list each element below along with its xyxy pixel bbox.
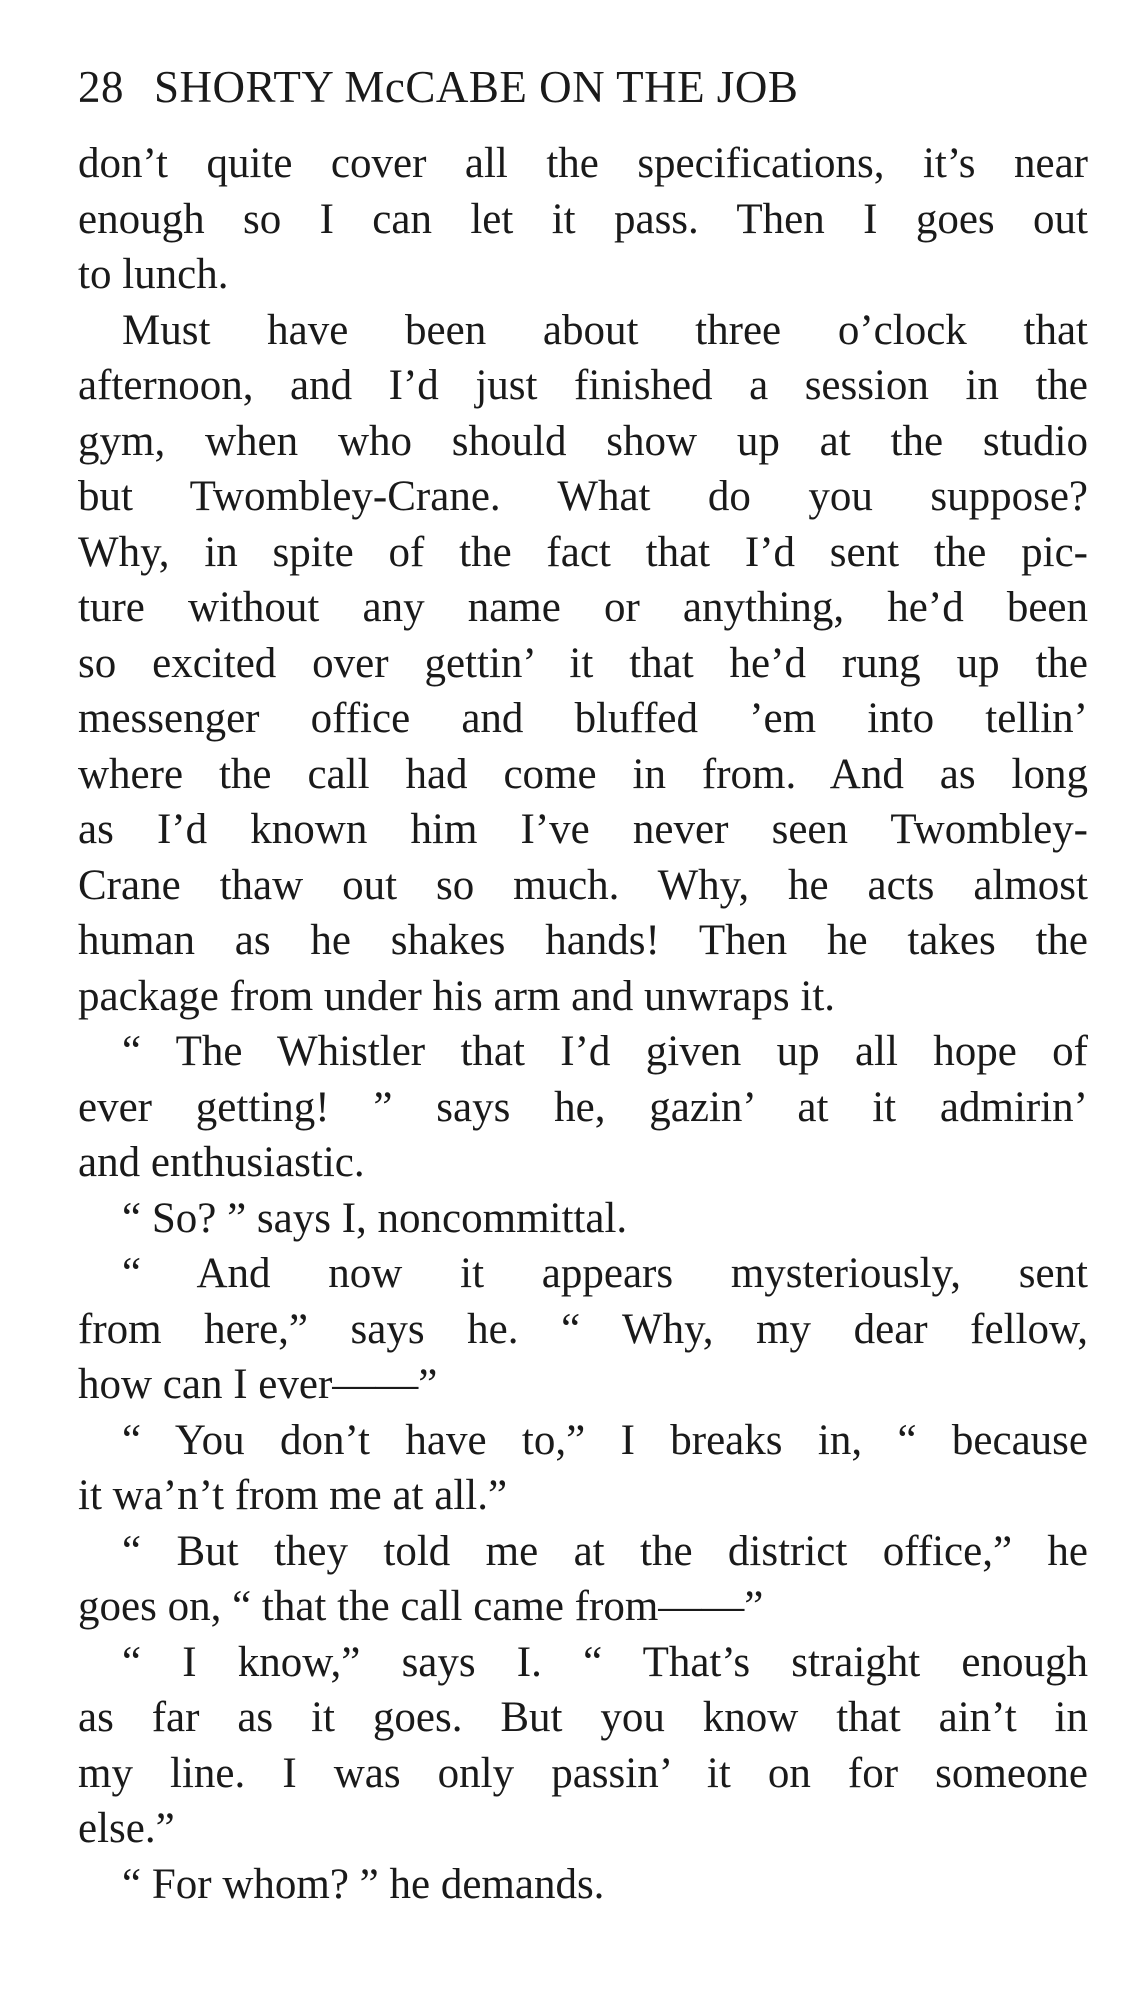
text-line: “ But they told me at the district office,” he bbox=[122, 1527, 1088, 1575]
body-text bbox=[78, 136, 1088, 1912]
text-line: Why, in spite of the fact that I’d sent the pic- bbox=[78, 528, 1088, 576]
text-line: how can I ever——” bbox=[78, 1361, 438, 1408]
paragraph bbox=[78, 1524, 1088, 1635]
paragraph bbox=[78, 136, 1088, 303]
page-number: 28 bbox=[78, 62, 124, 112]
text-line: human as he shakes hands! Then he takes the bbox=[78, 917, 1088, 964]
paragraph bbox=[78, 1024, 1088, 1191]
text-line: as I’d known him I’ve never seen Twombley- bbox=[78, 806, 1088, 853]
text-line: “ So? ” says I, noncommittal. bbox=[122, 1194, 628, 1242]
text-line: from here,” says he. “ Why, my dear fellow, bbox=[78, 1305, 1088, 1353]
text-line: and enthusiastic. bbox=[78, 1139, 365, 1186]
text-line: ever getting! ” says he, gazin’ at it admirin’ bbox=[78, 1083, 1088, 1131]
text-line: “ I know,” says I. “ That’s straight enough bbox=[122, 1638, 1088, 1686]
paragraph bbox=[78, 1246, 1088, 1413]
paragraph bbox=[78, 1635, 1088, 1857]
text-line: as far as it goes. But you know that ain’t in bbox=[78, 1694, 1088, 1741]
running-title: SHORTY McCABE ON THE JOB bbox=[154, 62, 799, 112]
text-line: goes on, “ that the call came from——” bbox=[78, 1583, 764, 1630]
text-line: ture without any name or anything, he’d been bbox=[78, 584, 1088, 631]
text-line: “ You don’t have to,” I breaks in, “ because bbox=[122, 1416, 1088, 1464]
text-line: “ The Whistler that I’d given up all hope of bbox=[122, 1028, 1088, 1075]
text-line: messenger office and bluffed ’em into tellin’ bbox=[78, 695, 1088, 742]
text-line: don’t quite cover all the specifications, it’s near bbox=[78, 140, 1088, 187]
paragraph bbox=[78, 303, 1088, 1025]
paragraph bbox=[78, 1191, 1088, 1247]
text-line: enough so I can let it pass. Then I goes out bbox=[78, 195, 1088, 243]
paragraph bbox=[78, 1413, 1088, 1524]
text-line: my line. I was only passin’ it on for someone bbox=[78, 1749, 1088, 1797]
text-line: else.” bbox=[78, 1805, 175, 1852]
text-line: gym, when who should show up at the studio bbox=[78, 417, 1088, 465]
text-line: Crane thaw out so much. Why, he acts almost bbox=[78, 861, 1088, 909]
text-line: so excited over gettin’ it that he’d rung up the bbox=[78, 639, 1088, 687]
text-line: where the call had come in from. And as long bbox=[78, 750, 1088, 798]
text-line: but Twombley-Crane. What do you suppose? bbox=[78, 473, 1088, 520]
paragraph bbox=[78, 1857, 1088, 1913]
text-line: “ For whom? ” he demands. bbox=[122, 1860, 605, 1908]
text-line: to lunch. bbox=[78, 251, 229, 298]
text-line: afternoon, and I’d just finished a session in the bbox=[78, 362, 1088, 409]
text-line: “ And now it appears mysteriously, sent bbox=[122, 1250, 1088, 1297]
running-head bbox=[78, 58, 1088, 116]
book-page bbox=[78, 58, 1088, 1912]
text-line: Must have been about three o’clock that bbox=[122, 306, 1088, 354]
text-line: it wa’n’t from me at all.” bbox=[78, 1472, 508, 1519]
text-line: package from under his arm and unwraps it. bbox=[78, 972, 836, 1020]
